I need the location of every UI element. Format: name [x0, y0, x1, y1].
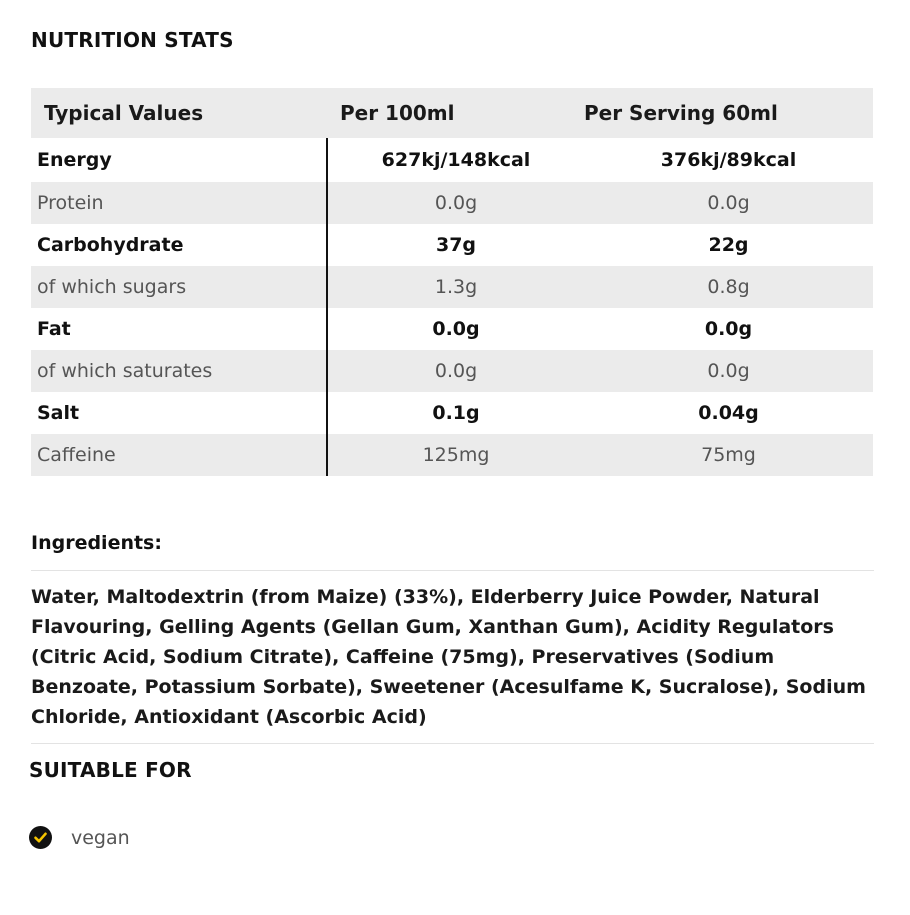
value-per-100ml: 0.0g — [327, 350, 584, 392]
divider — [31, 570, 874, 571]
value-per-100ml: 37g — [435, 234, 477, 256]
nutrient-name: of which saturates — [31, 350, 327, 392]
value-per-100ml: 1.3g — [327, 266, 584, 308]
table-row — [31, 138, 873, 182]
table-row — [31, 266, 873, 308]
value-per-100ml: 0.1g — [432, 402, 480, 424]
value-per-100ml: 0.0g — [327, 182, 584, 224]
value-per-100ml: 0.0g — [432, 318, 480, 340]
value-per-serving: 0.0g — [584, 350, 873, 392]
nutrient-name: Carbohydrate — [31, 224, 327, 266]
value-per-serving: 0.0g — [584, 182, 873, 224]
value-per-serving: 22g — [708, 234, 749, 256]
suitable-label: vegan — [71, 826, 130, 849]
table-row — [31, 350, 873, 392]
nutrition-table — [31, 88, 874, 476]
value-per-serving: 0.8g — [584, 266, 873, 308]
value-per-serving: 75mg — [584, 434, 873, 476]
nutrition-title: NUTRITION STATS — [31, 28, 234, 52]
ingredients-text: Water, Maltodextrin (from Maize) (33%), Elderberry Juice Powder, Natural Flavouring, Gelling Agents (Gellan Gum, Xanthan Gum), Acidity Regulators (Citric Acid, Sodium Citrate), Caffeine (75mg), Preservatives (Sodium Benzoate, Potassium Sorbate), Sweetener (Acesulfame K, Sucralose), Sodium Chloride, Antioxidant (Ascorbic Acid) — [31, 586, 866, 728]
table-row — [31, 224, 873, 266]
divider — [31, 743, 874, 744]
table-row — [31, 392, 873, 434]
header-per-serving: Per Serving 60ml — [584, 88, 873, 138]
nutrient-name: Fat — [31, 308, 327, 350]
value-per-100ml: 125mg — [327, 434, 584, 476]
value-per-serving: 376kj/89kcal — [660, 149, 797, 171]
nutrient-name: Caffeine — [31, 434, 327, 476]
nutrient-name: Energy — [31, 138, 327, 182]
table-header-row — [31, 88, 873, 138]
check-circle-icon — [29, 826, 52, 849]
ingredients-label: Ingredients: — [31, 532, 162, 554]
header-typical-values: Typical Values — [31, 88, 327, 138]
nutrient-name: Protein — [31, 182, 327, 224]
table-row — [31, 308, 873, 350]
value-per-100ml: 627kj/148kcal — [381, 149, 531, 171]
nutrient-name: Salt — [31, 392, 327, 434]
header-per-100ml: Per 100ml — [327, 88, 584, 138]
table-row — [31, 434, 873, 476]
suitable-item-vegan — [29, 826, 130, 849]
value-per-serving: 0.0g — [704, 318, 753, 340]
table-row — [31, 182, 873, 224]
suitable-for-title: SUITABLE FOR — [29, 758, 192, 782]
value-per-serving: 0.04g — [698, 402, 759, 424]
nutrient-name: of which sugars — [31, 266, 327, 308]
